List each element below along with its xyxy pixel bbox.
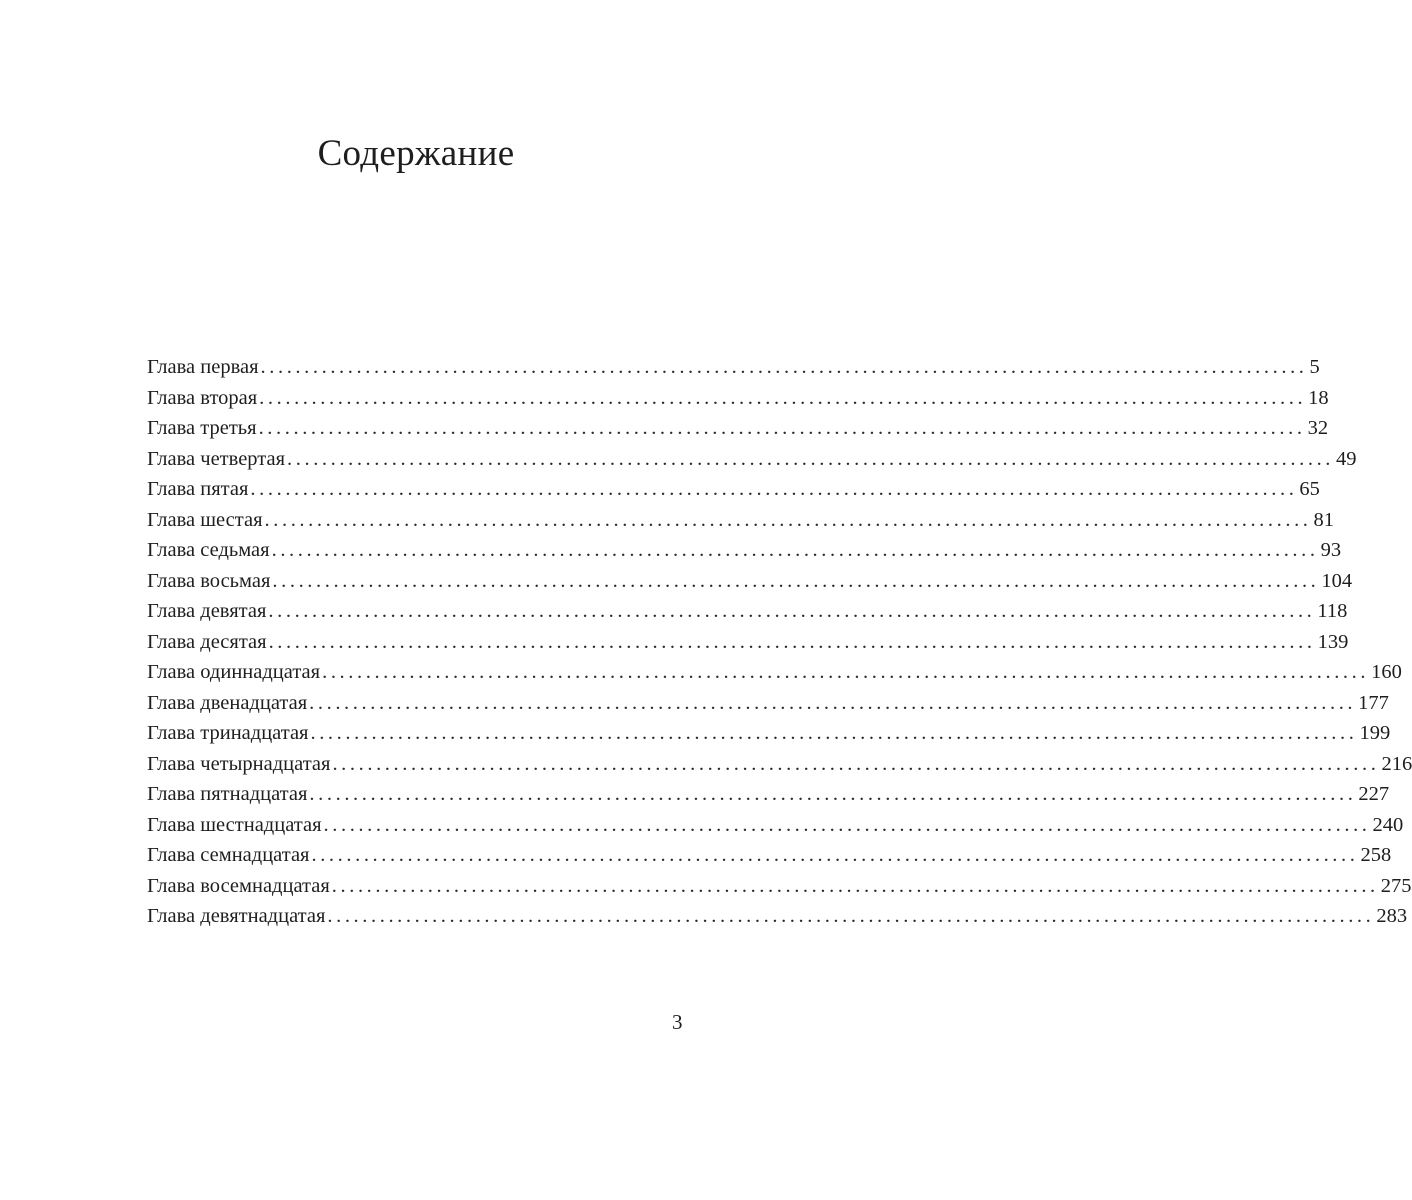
- toc-entry-page: 49: [1336, 447, 1357, 470]
- toc-entry-page: 118: [1317, 600, 1348, 622]
- toc-entry-label: Глава третья: [147, 417, 257, 439]
- toc-entry-label: Глава одиннадцатая: [147, 661, 321, 683]
- toc-entry-label: Глава восемнадцатая: [147, 874, 330, 897]
- toc-entry-page: 177: [1358, 691, 1389, 714]
- toc-entry-label: Глава двенадцатая: [147, 691, 308, 714]
- toc-dot-leader: ........................................................................................................................: [332, 752, 1380, 775]
- toc-entry-label: Глава девятая: [147, 600, 267, 622]
- toc-entry: [147, 840, 1392, 871]
- toc-entry-page: 139: [1317, 630, 1349, 653]
- toc-entry-label: Глава тринадцатая: [147, 722, 309, 744]
- toc-entry-label: Глава пятнадцатая: [147, 783, 308, 805]
- toc-entry: [147, 535, 1342, 566]
- toc-entry-page: 65: [1299, 478, 1320, 500]
- toc-entry-label: Глава восьмая: [147, 569, 271, 592]
- toc-dot-leader: ........................................................................................................................: [272, 569, 1320, 592]
- toc-dot-leader: ........................................................................................................................: [258, 417, 1306, 439]
- toc-dot-leader: ........................................................................................................................: [250, 478, 1298, 500]
- toc-dot-leader: ........................................................................................................................: [260, 356, 1308, 378]
- toc-dot-leader: ........................................................................................................................: [311, 844, 1359, 866]
- toc-entry-label: Глава девятнадцатая: [147, 905, 326, 927]
- toc-dot-leader: ........................................................................................................................: [327, 905, 1375, 927]
- toc-entry-label: Глава шестнадцатая: [147, 813, 322, 836]
- toc-dot-leader: ........................................................................................................................: [287, 447, 1335, 470]
- toc-entry: [147, 444, 1357, 475]
- toc-entry-page: 32: [1307, 417, 1329, 439]
- toc-entry: [147, 688, 1389, 719]
- toc-entry-label: Глава пятая: [147, 478, 249, 500]
- toc-dot-leader: ........................................................................................................................: [309, 783, 1357, 805]
- toc-entry-page: 93: [1320, 539, 1342, 561]
- toc-entry-page: 160: [1371, 661, 1402, 683]
- toc-entry-page: 199: [1359, 722, 1391, 744]
- toc-entry: [147, 901, 1408, 932]
- toc-entry-label: Глава четырнадцатая: [147, 752, 331, 775]
- page-number: 3: [672, 1010, 683, 1034]
- page-title: Содержание: [317, 133, 515, 174]
- toc-entry-label: Глава первая: [147, 356, 259, 378]
- toc-entry-label: Глава четвертая: [147, 447, 286, 470]
- toc-entry-page: 275: [1380, 874, 1412, 897]
- toc-dot-leader: ........................................................................................................................: [259, 386, 1307, 409]
- toc-entry: [147, 596, 1348, 627]
- toc-entry: [147, 474, 1320, 505]
- toc-dot-leader: ........................................................................................................................: [309, 691, 1357, 714]
- toc-entry: [147, 383, 1329, 414]
- toc-entry: [147, 749, 1412, 780]
- toc-entry: [147, 657, 1402, 688]
- toc-dot-leader: ........................................................................................................................: [322, 661, 1370, 683]
- toc-entry-page: 104: [1321, 569, 1353, 592]
- toc-entry-label: Глава десятая: [147, 630, 267, 653]
- toc-dot-leader: ........................................................................................................................: [268, 600, 1316, 622]
- toc-entry: [147, 352, 1320, 383]
- toc-entry: [147, 627, 1349, 658]
- toc-entry: [147, 505, 1335, 536]
- toc-dot-leader: ........................................................................................................................: [268, 630, 1316, 653]
- toc-entry: [147, 871, 1412, 902]
- table-of-contents: [147, 352, 1412, 932]
- toc-entry: [147, 810, 1404, 841]
- toc-dot-leader: ........................................................................................................................: [310, 722, 1358, 744]
- toc-entry-label: Глава вторая: [147, 386, 258, 409]
- toc-dot-leader: ........................................................................................................................: [264, 508, 1312, 531]
- toc-entry-page: 5: [1309, 356, 1320, 378]
- toc-entry-page: 258: [1360, 844, 1392, 866]
- toc-entry-label: Глава семнадцатая: [147, 844, 310, 866]
- toc-entry-page: 216: [1381, 752, 1412, 775]
- toc-entry-label: Глава седьмая: [147, 539, 270, 561]
- toc-entry-page: 227: [1358, 783, 1390, 805]
- toc-entry-label: Глава шестая: [147, 508, 263, 531]
- toc-dot-leader: ........................................................................................................................: [331, 874, 1379, 897]
- toc-dot-leader: ........................................................................................................................: [271, 539, 1319, 561]
- toc-entry-page: 81: [1313, 508, 1335, 531]
- toc-entry: [147, 566, 1353, 597]
- toc-entry-page: 18: [1308, 386, 1329, 409]
- toc-dot-leader: ........................................................................................................................: [323, 813, 1371, 836]
- toc-entry-page: 240: [1372, 813, 1404, 836]
- toc-entry: [147, 779, 1390, 810]
- toc-entry-page: 283: [1376, 905, 1408, 927]
- toc-entry: [147, 413, 1329, 444]
- toc-entry: [147, 718, 1391, 749]
